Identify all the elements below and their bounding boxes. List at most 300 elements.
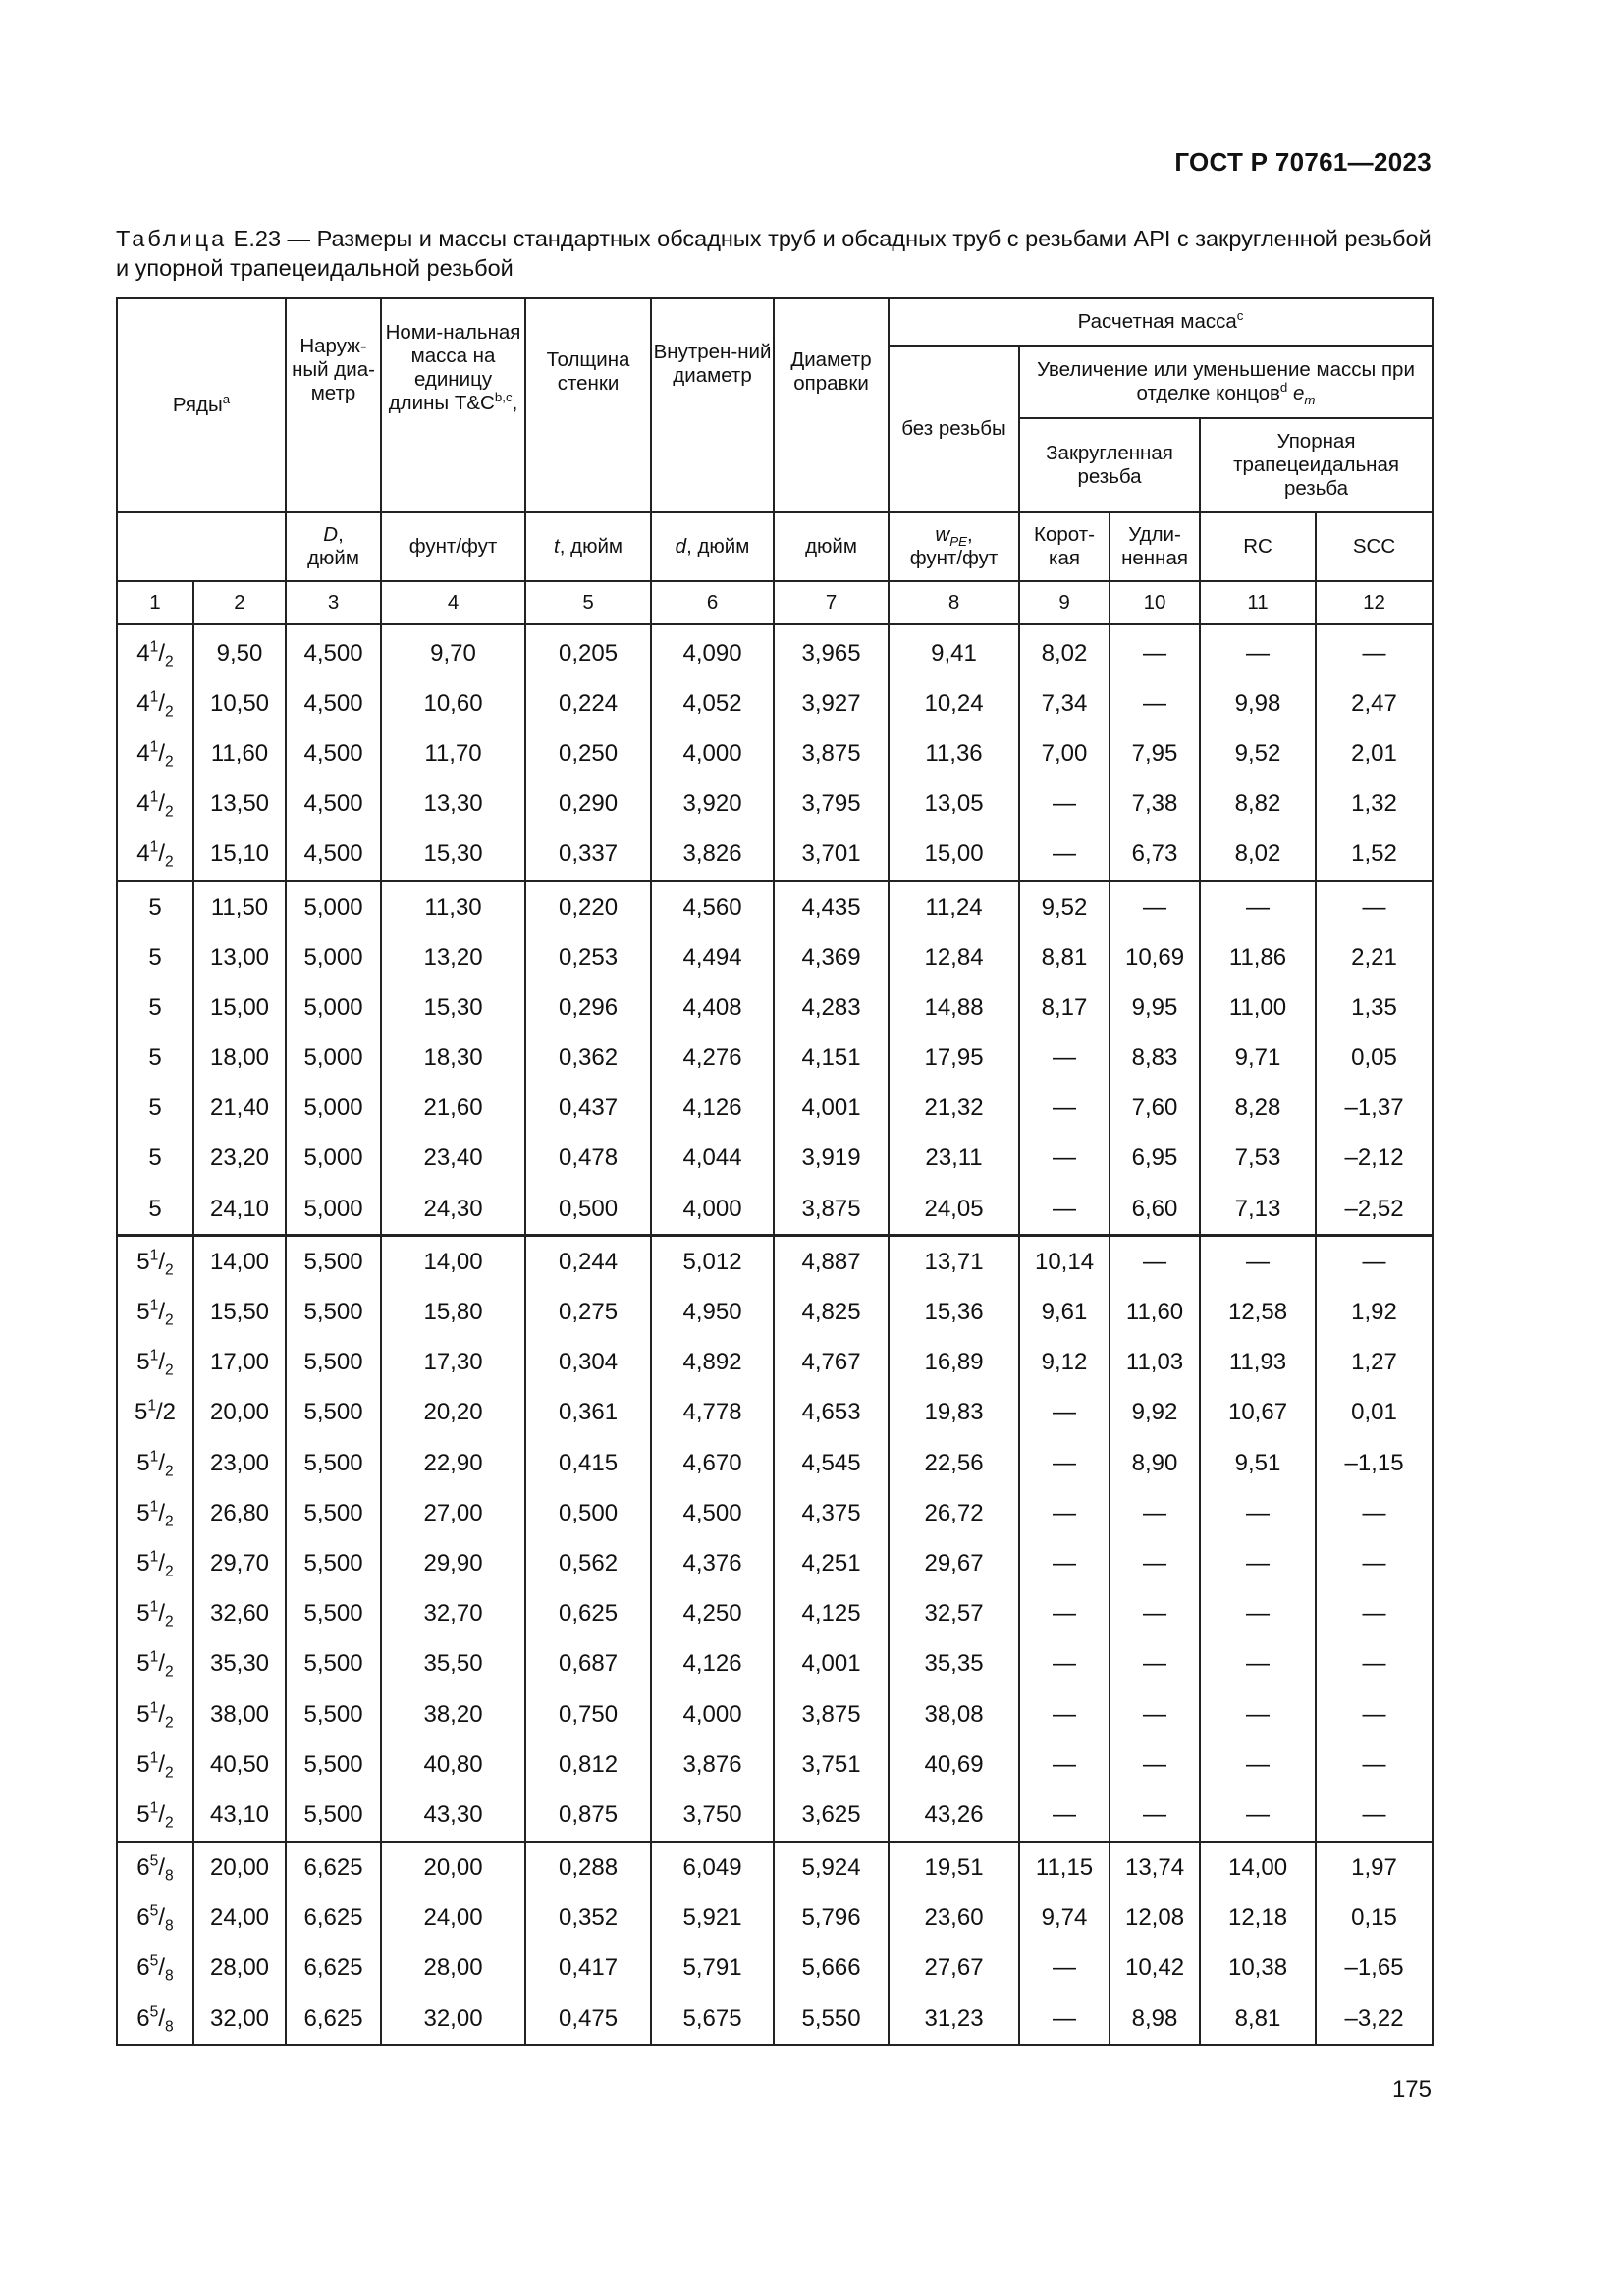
table-cell: 15,30: [381, 983, 525, 1033]
table-cell: 5,500: [286, 1538, 381, 1588]
table-cell: —: [1316, 1689, 1433, 1739]
table-cell: 5,000: [286, 1034, 381, 1084]
table-cell: 13,30: [381, 779, 525, 829]
table-row: [117, 1944, 1433, 1994]
table-cell: 4,052: [651, 678, 774, 728]
row-label: 5: [117, 1184, 193, 1236]
table-cell: —: [1110, 1789, 1200, 1842]
table-row: [117, 1134, 1433, 1184]
header-outer-diameter: Наруж-ный диа-метр: [286, 298, 381, 512]
table-cell: 9,12: [1019, 1338, 1110, 1388]
table-cell: —: [1200, 1789, 1316, 1842]
table-cell: —: [1316, 881, 1433, 933]
table-cell: 32,60: [193, 1589, 286, 1639]
table-cell: 26,80: [193, 1488, 286, 1538]
table-cell: —: [1200, 1639, 1316, 1689]
table-row: [117, 1639, 1433, 1689]
table-cell: —: [1316, 1589, 1433, 1639]
table-cell: —: [1200, 1689, 1316, 1739]
table-cell: 8,81: [1019, 933, 1110, 983]
table-cell: 0,304: [525, 1338, 651, 1388]
table-cell: 20,00: [193, 1388, 286, 1438]
table-cell: 23,11: [889, 1134, 1019, 1184]
table-cell: —: [1316, 624, 1433, 678]
table-cell: 12,18: [1200, 1894, 1316, 1944]
table-cell: 11,30: [381, 881, 525, 933]
table-cell: 4,001: [774, 1639, 889, 1689]
table-cell: 3,875: [774, 1689, 889, 1739]
table-cell: 11,70: [381, 728, 525, 778]
table-row: [117, 1388, 1433, 1438]
table-row: [117, 1739, 1433, 1789]
table-cell: 19,83: [889, 1388, 1019, 1438]
table-cell: 4,500: [651, 1488, 774, 1538]
table-cell: 15,30: [381, 829, 525, 881]
table-cell: —: [1316, 1639, 1433, 1689]
table-cell: 5,500: [286, 1639, 381, 1689]
table-cell: 14,00: [193, 1236, 286, 1288]
table-cell: 0,205: [525, 624, 651, 678]
table-cell: 0,417: [525, 1944, 651, 1994]
row-label: $4^1/_2$: [117, 829, 193, 881]
table-cell: 7,00: [1019, 728, 1110, 778]
table-cell: 11,03: [1110, 1338, 1200, 1388]
unit-plain-end: $w_{PE}$, фунт/фут: [889, 512, 1019, 581]
row-label: 5: [117, 881, 193, 933]
table-cell: —: [1019, 1438, 1110, 1488]
table-cell: 21,32: [889, 1084, 1019, 1134]
table-cell: 9,98: [1200, 678, 1316, 728]
table-cell: —: [1019, 1944, 1110, 1994]
table-cell: —: [1110, 1589, 1200, 1639]
header-plain-end: без резьбы: [889, 346, 1019, 512]
table-cell: —: [1200, 1538, 1316, 1588]
table-cell: 4,001: [774, 1084, 889, 1134]
table-cell: 0,500: [525, 1184, 651, 1236]
table-cell: 7,34: [1019, 678, 1110, 728]
table-row: [117, 1894, 1433, 1944]
table-row: [117, 829, 1433, 881]
table-cell: 4,126: [651, 1084, 774, 1134]
table-cell: 17,00: [193, 1338, 286, 1388]
table-cell: 35,30: [193, 1639, 286, 1689]
table-cell: 5,012: [651, 1236, 774, 1288]
table-cell: —: [1019, 1994, 1110, 2045]
table-cell: 10,24: [889, 678, 1019, 728]
row-label: $4^1/_2$: [117, 678, 193, 728]
table-cell: 1,92: [1316, 1287, 1433, 1337]
table-row: [117, 1994, 1433, 2045]
table-row: [117, 1287, 1433, 1337]
table-cell: 0,296: [525, 983, 651, 1033]
table-cell: 24,10: [193, 1184, 286, 1236]
row-label: $5^1/_2$: [117, 1438, 193, 1488]
casing-table: [116, 297, 1434, 2046]
table-cell: —: [1110, 1639, 1200, 1689]
table-cell: 40,50: [193, 1739, 286, 1789]
table-cell: 35,35: [889, 1639, 1019, 1689]
table-cell: 20,20: [381, 1388, 525, 1438]
table-cell: —: [1019, 1689, 1110, 1739]
table-cell: 5,791: [651, 1944, 774, 1994]
table-cell: —: [1019, 1488, 1110, 1538]
table-cell: 4,494: [651, 933, 774, 983]
table-cell: 10,42: [1110, 1944, 1200, 1994]
table-cell: 14,00: [1200, 1842, 1316, 1894]
table-cell: —: [1019, 1639, 1110, 1689]
row-label: $5^1/_2$: [117, 1287, 193, 1337]
table-cell: 4,090: [651, 624, 774, 678]
table-cell: 3,625: [774, 1789, 889, 1842]
table-cell: —: [1019, 1134, 1110, 1184]
table-row: [117, 933, 1433, 983]
table-cell: 19,51: [889, 1842, 1019, 1894]
table-cell: 5,000: [286, 1184, 381, 1236]
table-cell: —: [1019, 1538, 1110, 1588]
table-cell: 31,23: [889, 1994, 1019, 2045]
table-cell: 5,000: [286, 983, 381, 1033]
table-cell: 7,13: [1200, 1184, 1316, 1236]
table-cell: 5,924: [774, 1842, 889, 1894]
table-cell: 9,41: [889, 624, 1019, 678]
table-cell: 5,500: [286, 1689, 381, 1739]
table-cell: 5,500: [286, 1338, 381, 1388]
table-cell: 22,90: [381, 1438, 525, 1488]
table-cell: 43,10: [193, 1789, 286, 1842]
table-cell: 13,74: [1110, 1842, 1200, 1894]
table-cell: 23,20: [193, 1134, 286, 1184]
table-cell: 6,60: [1110, 1184, 1200, 1236]
row-label: $4^1/_2$: [117, 728, 193, 778]
table-cell: 8,17: [1019, 983, 1110, 1033]
table-cell: 32,70: [381, 1589, 525, 1639]
table-cell: 9,52: [1200, 728, 1316, 778]
table-cell: 13,50: [193, 779, 286, 829]
caption-text: Е.23 — Размеры и массы стандартных обсадных труб и обсадных труб с резьбами API с закругленной резьбой и упорной трапецеидальной резьбой: [116, 226, 1432, 281]
table-cell: 4,500: [286, 728, 381, 778]
row-label: 5: [117, 1034, 193, 1084]
table-cell: —: [1200, 1739, 1316, 1789]
table-cell: 0,220: [525, 881, 651, 933]
table-cell: 28,00: [193, 1944, 286, 1994]
table-cell: 1,32: [1316, 779, 1433, 829]
table-caption: [116, 224, 1432, 283]
standard-header: ГОСТ Р 70761—2023: [1174, 147, 1432, 177]
table-cell: 0,337: [525, 829, 651, 881]
table-cell: 6,625: [286, 1894, 381, 1944]
table-cell: 21,40: [193, 1084, 286, 1134]
table-cell: 5,000: [286, 881, 381, 933]
table-cell: 0,478: [525, 1134, 651, 1184]
table-cell: 26,72: [889, 1488, 1019, 1538]
table-row: [117, 1488, 1433, 1538]
table-cell: 3,920: [651, 779, 774, 829]
table-cell: 6,625: [286, 1994, 381, 2045]
table-cell: 8,02: [1200, 829, 1316, 881]
table-cell: 14,88: [889, 983, 1019, 1033]
table-cell: 0,812: [525, 1739, 651, 1789]
table-cell: 15,36: [889, 1287, 1019, 1337]
table-cell: —: [1019, 1589, 1110, 1639]
table-cell: 18,30: [381, 1034, 525, 1084]
table-cell: –2,52: [1316, 1184, 1433, 1236]
table-cell: –3,22: [1316, 1994, 1433, 2045]
table-cell: 0,475: [525, 1994, 651, 2045]
table-cell: 5,500: [286, 1287, 381, 1337]
table-cell: 29,90: [381, 1538, 525, 1588]
table-cell: —: [1200, 1488, 1316, 1538]
table-cell: 9,74: [1019, 1894, 1110, 1944]
table-cell: 5,500: [286, 1236, 381, 1288]
table-cell: 4,950: [651, 1287, 774, 1337]
table-row: [117, 1789, 1433, 1842]
table-cell: 11,86: [1200, 933, 1316, 983]
table-cell: 1,97: [1316, 1842, 1433, 1894]
table-cell: 0,362: [525, 1034, 651, 1084]
table-cell: 6,625: [286, 1842, 381, 1894]
column-number: 1: [117, 581, 193, 624]
row-label: 5: [117, 1084, 193, 1134]
table-cell: 21,60: [381, 1084, 525, 1134]
row-label: $4^1/_2$: [117, 624, 193, 678]
table-cell: 4,276: [651, 1034, 774, 1084]
table-cell: 5,500: [286, 1739, 381, 1789]
table-cell: 5,550: [774, 1994, 889, 2045]
table-cell: 4,435: [774, 881, 889, 933]
row-label: $6^5/_8$: [117, 1894, 193, 1944]
table-cell: 20,00: [381, 1842, 525, 1894]
row-label: 5: [117, 983, 193, 1033]
table-cell: 4,376: [651, 1538, 774, 1588]
table-cell: 5,796: [774, 1894, 889, 1944]
table-cell: 4,044: [651, 1134, 774, 1184]
table-cell: 3,919: [774, 1134, 889, 1184]
table-row: [117, 1338, 1433, 1388]
table-cell: 4,283: [774, 983, 889, 1033]
row-label: $6^5/_8$: [117, 1944, 193, 1994]
table-cell: 0,15: [1316, 1894, 1433, 1944]
table-cell: 3,965: [774, 624, 889, 678]
table-cell: 9,52: [1019, 881, 1110, 933]
table-cell: 17,30: [381, 1338, 525, 1388]
table-cell: 40,69: [889, 1739, 1019, 1789]
table-cell: 7,95: [1110, 728, 1200, 778]
table-cell: 5,500: [286, 1488, 381, 1538]
table-cell: —: [1200, 881, 1316, 933]
table-cell: 0,361: [525, 1388, 651, 1438]
table-cell: 32,57: [889, 1589, 1019, 1639]
table-cell: 10,14: [1019, 1236, 1110, 1288]
table-cell: –1,65: [1316, 1944, 1433, 1994]
table-cell: 0,224: [525, 678, 651, 728]
table-cell: 3,927: [774, 678, 889, 728]
table-cell: 23,60: [889, 1894, 1019, 1944]
table-cell: —: [1110, 1689, 1200, 1739]
table-cell: 0,750: [525, 1689, 651, 1739]
table-cell: 23,00: [193, 1438, 286, 1488]
table-row: [117, 983, 1433, 1033]
table-row: [117, 624, 1433, 678]
table-cell: 5,000: [286, 1084, 381, 1134]
table-cell: 9,95: [1110, 983, 1200, 1033]
table-row: [117, 1084, 1433, 1134]
table-cell: 3,701: [774, 829, 889, 881]
table-cell: —: [1110, 1739, 1200, 1789]
table-cell: —: [1019, 779, 1110, 829]
header-calculated-mass: Расчетная масса$^c$: [889, 298, 1433, 346]
table-cell: 0,625: [525, 1589, 651, 1639]
table-cell: 20,00: [193, 1842, 286, 1894]
table-cell: 1,52: [1316, 829, 1433, 881]
table-cell: 18,00: [193, 1034, 286, 1084]
table-cell: —: [1019, 1789, 1110, 1842]
table-cell: 8,83: [1110, 1034, 1200, 1084]
page-number: 175: [1391, 2076, 1432, 2103]
table-cell: 4,887: [774, 1236, 889, 1288]
table-cell: 4,000: [651, 1689, 774, 1739]
table-cell: 4,545: [774, 1438, 889, 1488]
row-label: $5^1/_2$: [117, 1338, 193, 1388]
table-cell: 0,437: [525, 1084, 651, 1134]
row-label: $4^1/_2$: [117, 779, 193, 829]
table-cell: 4,000: [651, 728, 774, 778]
row-label: $5^1/_2$: [117, 1488, 193, 1538]
table-cell: 11,60: [193, 728, 286, 778]
table-cell: 4,369: [774, 933, 889, 983]
unit-rows: [117, 512, 286, 581]
table-cell: 4,151: [774, 1034, 889, 1084]
table-cell: 17,95: [889, 1034, 1019, 1084]
table-cell: 13,71: [889, 1236, 1019, 1288]
table-cell: 0,290: [525, 779, 651, 829]
table-cell: 4,767: [774, 1338, 889, 1388]
table-body: [117, 624, 1433, 2045]
table-cell: 4,500: [286, 779, 381, 829]
table-cell: 11,36: [889, 728, 1019, 778]
table-cell: —: [1019, 1084, 1110, 1134]
table-cell: 0,288: [525, 1842, 651, 1894]
header-round-thread: Закругленная резьба: [1019, 418, 1200, 512]
column-number: 3: [286, 581, 381, 624]
table-cell: 15,50: [193, 1287, 286, 1337]
table-cell: 8,28: [1200, 1084, 1316, 1134]
table-cell: 10,69: [1110, 933, 1200, 983]
table-cell: —: [1316, 1789, 1433, 1842]
table-cell: 22,56: [889, 1438, 1019, 1488]
table-cell: –1,37: [1316, 1084, 1433, 1134]
table-cell: 6,95: [1110, 1134, 1200, 1184]
table-cell: 6,625: [286, 1944, 381, 1994]
table-cell: 4,000: [651, 1184, 774, 1236]
table-cell: 4,126: [651, 1639, 774, 1689]
table-cell: 7,60: [1110, 1084, 1200, 1134]
column-number: 2: [193, 581, 286, 624]
table-cell: —: [1019, 1739, 1110, 1789]
table-cell: —: [1200, 624, 1316, 678]
table-cell: 15,10: [193, 829, 286, 881]
table-cell: 4,251: [774, 1538, 889, 1588]
table-cell: —: [1110, 881, 1200, 933]
table-row: [117, 1689, 1433, 1739]
table-cell: 4,408: [651, 983, 774, 1033]
table-cell: —: [1200, 1589, 1316, 1639]
table-cell: 13,20: [381, 933, 525, 983]
table-cell: 8,02: [1019, 624, 1110, 678]
column-number: 6: [651, 581, 774, 624]
table-cell: 4,653: [774, 1388, 889, 1438]
header-scc: SCC: [1316, 512, 1433, 581]
column-number: 5: [525, 581, 651, 624]
unit-nominal-mass: фунт/фут: [381, 512, 525, 581]
table-cell: 11,50: [193, 881, 286, 933]
table-cell: —: [1019, 829, 1110, 881]
table-cell: 4,500: [286, 624, 381, 678]
unit-inner-diameter: d, дюйм: [651, 512, 774, 581]
table-cell: 6,049: [651, 1842, 774, 1894]
table-cell: 43,26: [889, 1789, 1019, 1842]
header-rows: Ряды$^a$: [117, 298, 286, 512]
table-cell: 5,000: [286, 1134, 381, 1184]
header-short: Корот-кая: [1019, 512, 1110, 581]
table-cell: 5,500: [286, 1789, 381, 1842]
table-cell: 38,00: [193, 1689, 286, 1739]
column-number: 10: [1110, 581, 1200, 624]
unit-wall-thickness: t, дюйм: [525, 512, 651, 581]
table-cell: –1,15: [1316, 1438, 1433, 1488]
table-cell: 5,500: [286, 1388, 381, 1438]
table-cell: 28,00: [381, 1944, 525, 1994]
table-cell: 13,05: [889, 779, 1019, 829]
table-cell: 4,500: [286, 678, 381, 728]
table-cell: 0,250: [525, 728, 651, 778]
unit-drift-diameter: дюйм: [774, 512, 889, 581]
table-cell: —: [1110, 1488, 1200, 1538]
table-cell: 12,84: [889, 933, 1019, 983]
table-cell: 38,08: [889, 1689, 1019, 1739]
table-cell: 9,71: [1200, 1034, 1316, 1084]
table-cell: 10,50: [193, 678, 286, 728]
table-cell: —: [1110, 1236, 1200, 1288]
caption-prefix: Таблица: [116, 226, 228, 251]
table-row: [117, 1438, 1433, 1488]
table-cell: 11,24: [889, 881, 1019, 933]
table-cell: 4,500: [286, 829, 381, 881]
table-row: [117, 1184, 1433, 1236]
header-inner-diameter: Внутрен-ний диаметр: [651, 298, 774, 512]
header-rc: RC: [1200, 512, 1316, 581]
table-cell: 5,666: [774, 1944, 889, 1994]
table-cell: 4,375: [774, 1488, 889, 1538]
table-cell: —: [1110, 1538, 1200, 1588]
table-cell: 32,00: [193, 1994, 286, 2045]
table-cell: 4,125: [774, 1589, 889, 1639]
table-cell: 0,253: [525, 933, 651, 983]
table-cell: —: [1019, 1388, 1110, 1438]
table-row: [117, 678, 1433, 728]
table-cell: —: [1019, 1034, 1110, 1084]
table-cell: 10,60: [381, 678, 525, 728]
table-cell: 24,30: [381, 1184, 525, 1236]
table-cell: 12,58: [1200, 1287, 1316, 1337]
table-cell: 5,500: [286, 1589, 381, 1639]
table-cell: —: [1200, 1236, 1316, 1288]
table-cell: 0,562: [525, 1538, 651, 1588]
table-cell: 35,50: [381, 1639, 525, 1689]
table-cell: 14,00: [381, 1236, 525, 1288]
table-cell: 40,80: [381, 1739, 525, 1789]
table-cell: 11,60: [1110, 1287, 1200, 1337]
row-label: $5^1/_2$: [117, 1236, 193, 1288]
